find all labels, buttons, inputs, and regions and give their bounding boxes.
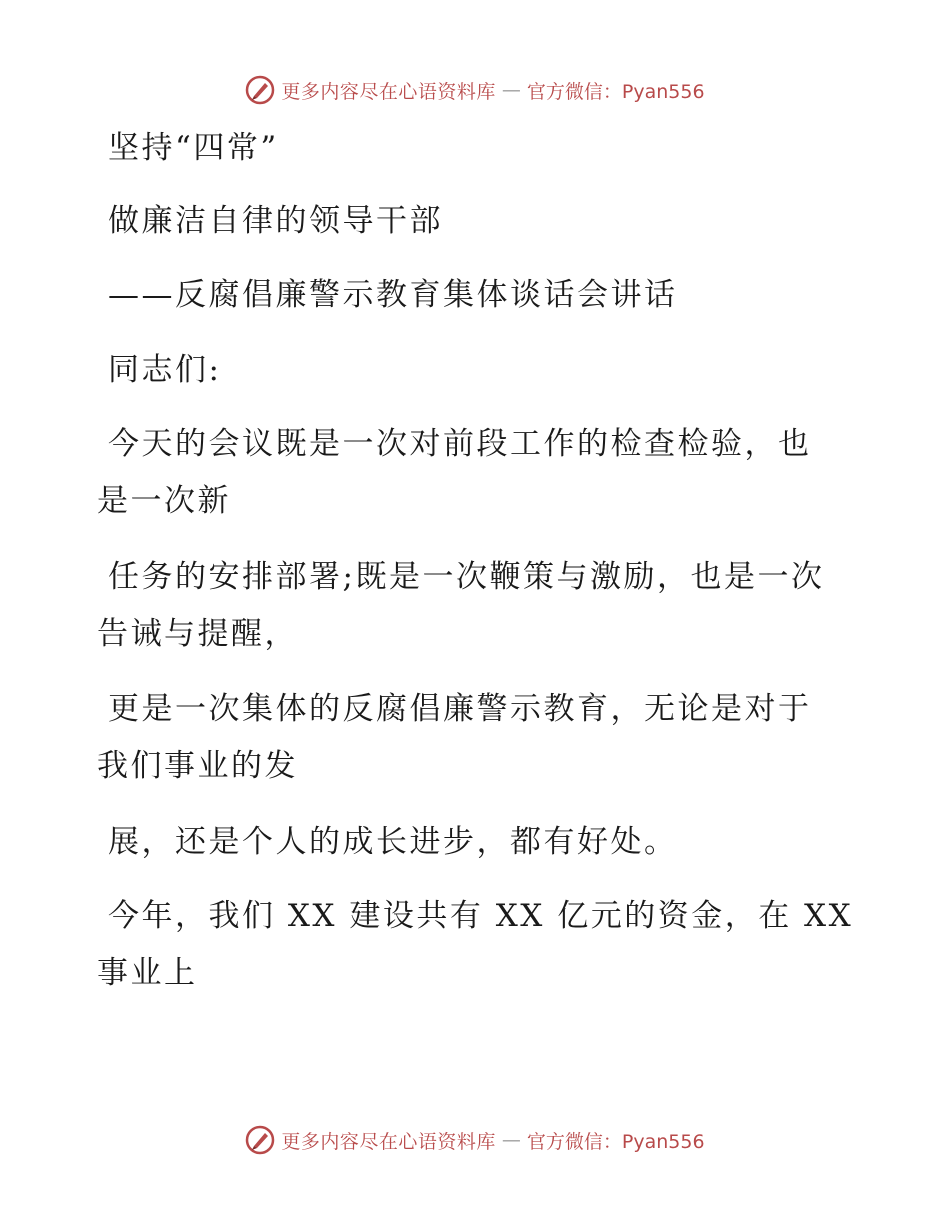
doc-paragraph-line: 告诫与提醒， bbox=[97, 616, 298, 652]
doc-title-line-1: 坚持“四常” bbox=[108, 130, 279, 166]
doc-paragraph-line: 任务的安排部署;既是一次鞭策与激励，也是一次 bbox=[108, 559, 825, 595]
watermark-account: 官方微信：Pyan556 bbox=[526, 1130, 705, 1153]
watermark-separator: — bbox=[501, 1129, 521, 1151]
doc-salutation: 同志们: bbox=[108, 352, 222, 388]
watermark-brand: 更多内容尽在心语资料库 bbox=[281, 1130, 496, 1153]
doc-paragraph-line: 今天的会议既是一次对前段工作的检查检验，也 bbox=[108, 426, 812, 462]
doc-paragraph-line: 我们事业的发 bbox=[97, 748, 298, 784]
doc-title-line-2: 做廉洁自律的领导干部 bbox=[108, 203, 443, 239]
doc-paragraph-line: 事业上 bbox=[97, 955, 198, 991]
pen-logo-icon bbox=[245, 75, 275, 105]
doc-paragraph-line: 更是一次集体的反腐倡廉警示教育，无论是对于 bbox=[108, 691, 812, 727]
doc-paragraph-line: 今年，我们 XX 建设共有 XX 亿元的资金，在 XX bbox=[108, 898, 854, 934]
doc-paragraph-line: 是一次新 bbox=[97, 483, 231, 519]
header-watermark bbox=[0, 70, 950, 110]
watermark-account: 官方微信：Pyan556 bbox=[526, 80, 705, 103]
watermark-separator: — bbox=[501, 79, 521, 101]
doc-paragraph-line: 展，还是个人的成长进步，都有好处。 bbox=[108, 824, 678, 860]
watermark-brand: 更多内容尽在心语资料库 bbox=[281, 80, 496, 103]
doc-subtitle: ——反腐倡廉警示教育集体谈话会讲话 bbox=[108, 277, 678, 313]
pen-logo-icon bbox=[245, 1125, 275, 1155]
footer-watermark bbox=[0, 1120, 950, 1160]
